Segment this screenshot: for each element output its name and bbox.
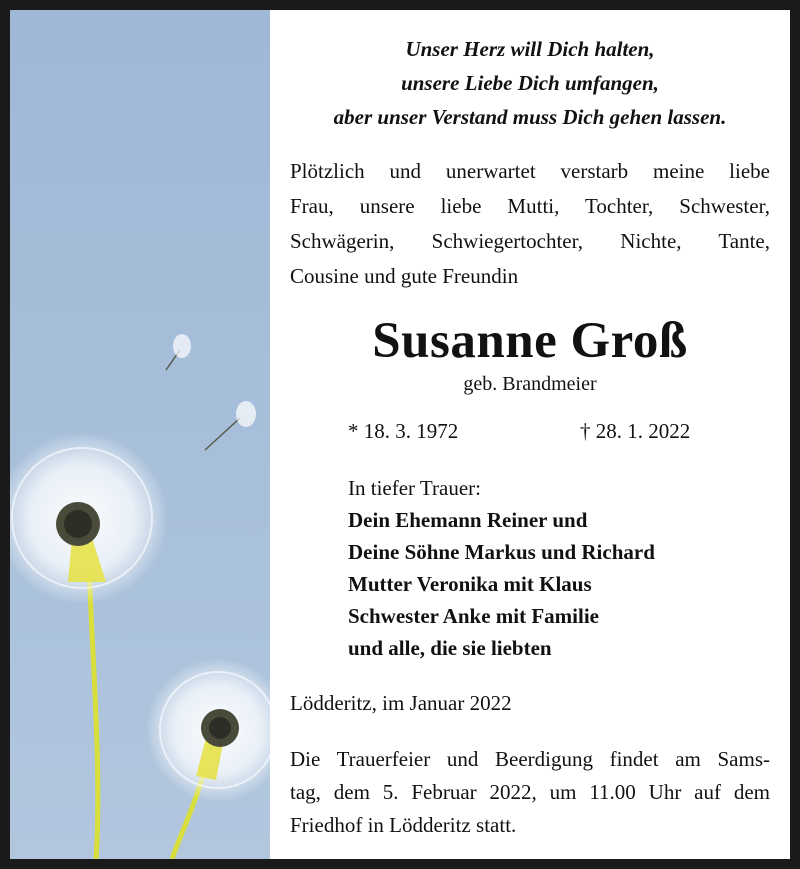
poem <box>290 32 770 134</box>
upper-dandelion <box>10 432 168 859</box>
dandelion-photo <box>10 10 270 859</box>
intro-line: Plötzlich und unerwartet verstarb meine liebe <box>290 159 770 183</box>
mourner-row: Mutter Veronika mit Klaus <box>348 572 592 596</box>
intro-line: Schwägerin, Schwiegertochter, Nichte, Tante, <box>290 229 770 253</box>
mourner-row: Dein Ehemann Reiner und <box>348 508 588 532</box>
poem-line: aber unser Verstand muss Dich gehen lassen. <box>333 105 727 129</box>
maiden-name: geb. Brandmeier <box>463 373 597 395</box>
funeral-line: Friedhof in Lödderitz statt. <box>290 813 517 837</box>
place-and-date: Lödderitz, im Januar 2022 <box>290 691 512 715</box>
mourners-list <box>348 472 768 664</box>
flying-seed-1 <box>166 334 191 370</box>
dandelion-illustration <box>10 10 270 859</box>
mourning-heading: In tiefer Trauer: <box>348 476 481 500</box>
lower-dandelion <box>146 658 270 859</box>
intro-line: Frau, unsere liebe Mutti, Tochter, Schwester, <box>290 194 770 218</box>
intro-paragraph <box>290 154 770 294</box>
funeral-line: tag, dem 5. Februar 2022, um 11.00 Uhr auf dem <box>290 780 770 804</box>
funeral-info <box>290 743 770 842</box>
intro-line: Cousine und gute Freundin <box>290 264 519 288</box>
deceased-name: Susanne Groß <box>372 313 688 369</box>
notice-text <box>290 10 770 859</box>
funeral-line: Die Trauerfeier und Beerdigung findet am Sams- <box>290 747 770 771</box>
mourner-row: und alle, die sie liebten <box>348 636 552 660</box>
mourner-row: Deine Söhne Markus und Richard <box>348 540 655 564</box>
poem-line: Unser Herz will Dich halten, <box>405 37 655 61</box>
birth-date: * 18. 3. 1972 <box>348 419 459 443</box>
poem-line: unsere Liebe Dich umfangen, <box>401 71 659 95</box>
flying-seed-2 <box>205 401 256 450</box>
mourner-row: Schwester Anke mit Familie <box>348 604 599 628</box>
death-date: † 28. 1. 2022 <box>580 419 691 443</box>
